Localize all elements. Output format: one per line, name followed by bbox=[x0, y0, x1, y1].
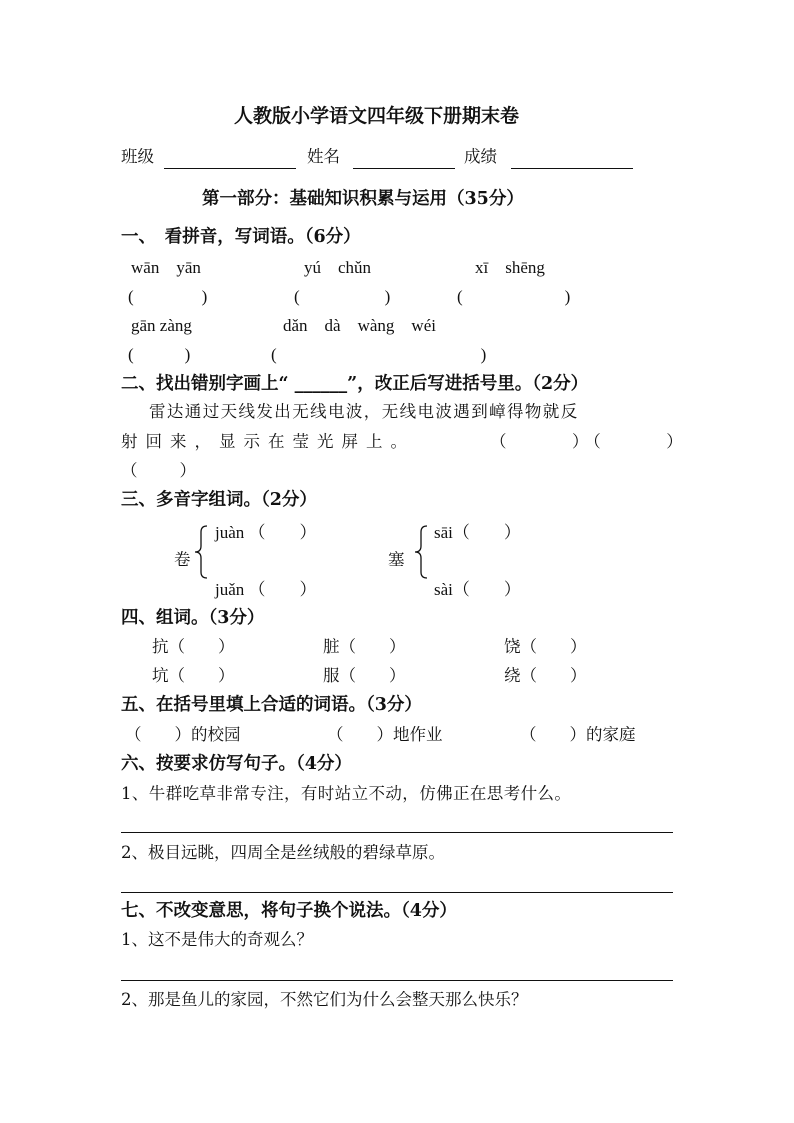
q6-answer-line-2[interactable] bbox=[121, 892, 673, 893]
q1-pinyin-2: yú chǔn bbox=[304, 258, 372, 277]
q2-answer-parens[interactable]: （ ）（ ） bbox=[490, 432, 687, 451]
q6-sentence-2: 2、极目远眺，四周全是丝绒般的碧绿草原。 bbox=[121, 843, 445, 862]
score-label: 成绩 bbox=[464, 147, 497, 166]
q4-heading: 四、组词。（3分） bbox=[121, 608, 265, 628]
q1-paren-3[interactable]: ( ) bbox=[457, 287, 571, 306]
q3-char-juan: 卷 bbox=[174, 550, 191, 569]
q1-pinyin-3: xī shēng bbox=[475, 258, 545, 277]
q6-heading: 六、按要求仿写句子。（4分） bbox=[121, 754, 352, 774]
q6-sentence-1: 1、牛群吃草非常专注，有时站立不动，仿佛正在思考什么。 bbox=[121, 784, 572, 803]
q2-text-line2: 射回来，显示在莹光屏上。 bbox=[121, 432, 415, 451]
name-blank[interactable] bbox=[353, 168, 455, 169]
q5-heading: 五、在括号里填上合适的词语。（3分） bbox=[121, 695, 422, 715]
q2-answer-paren-3[interactable]: （ ） bbox=[121, 461, 199, 480]
q7-sentence-1: 1、这不是伟大的奇观么？ bbox=[121, 930, 313, 949]
q6-answer-line-1[interactable] bbox=[121, 832, 673, 833]
q4-item-fu[interactable]: 服（ ） bbox=[323, 666, 406, 685]
q3-sai-4[interactable]: sài（ ） bbox=[434, 580, 521, 599]
q4-item-rao2[interactable]: 绕（ ） bbox=[504, 666, 587, 685]
q3-sai-1[interactable]: sāi（ ） bbox=[434, 523, 521, 542]
q7-sentence-2: 2、那是鱼儿的家园，不然它们为什么会整天那么快乐？ bbox=[121, 990, 528, 1009]
q7-heading: 七、不改变意思，将句子换个说法。（4分） bbox=[121, 901, 457, 921]
q4-item-keng[interactable]: 坑（ ） bbox=[152, 666, 235, 685]
q5-item-3[interactable]: （ ）的家庭 bbox=[520, 725, 636, 744]
class-blank[interactable] bbox=[164, 168, 296, 169]
q4-item-zang[interactable]: 脏（ ） bbox=[323, 637, 406, 656]
q1-pinyin-4: gān zàng bbox=[131, 316, 192, 335]
q5-item-2[interactable]: （ ）地作业 bbox=[327, 725, 443, 744]
q5-item-1[interactable]: （ ）的校园 bbox=[125, 725, 241, 744]
q3-heading: 三、多音字组词。（2分） bbox=[121, 490, 317, 510]
q3-juan-3[interactable]: juǎn （ ） bbox=[215, 580, 317, 599]
q3-char-sai: 塞 bbox=[388, 550, 405, 569]
part1-heading: 第一部分：基础知识积累与运用（35分） bbox=[202, 189, 524, 209]
q2-text-line1: 雷达通过天线发出无线电波，无线电波遇到嶂得物就反 bbox=[149, 402, 579, 421]
q7-answer-line-1[interactable] bbox=[121, 980, 673, 981]
score-blank[interactable] bbox=[511, 168, 633, 169]
brace-left-icon bbox=[193, 524, 209, 580]
name-label: 姓名 bbox=[307, 147, 340, 166]
q1-pinyin-1: wān yān bbox=[131, 258, 201, 277]
q1-paren-1[interactable]: ( ) bbox=[128, 287, 208, 306]
q1-pinyin-5: dǎn dà wàng wéi bbox=[283, 316, 436, 335]
q1-paren-5[interactable]: ( ) bbox=[271, 345, 487, 364]
q1-paren-2[interactable]: ( ) bbox=[294, 287, 391, 306]
q3-juan-4[interactable]: juàn （ ） bbox=[215, 523, 317, 542]
brace-left-icon bbox=[413, 524, 429, 580]
q4-item-rao[interactable]: 饶（ ） bbox=[504, 637, 587, 656]
class-label: 班级 bbox=[121, 147, 154, 166]
page-title: 人教版小学语文四年级下册期末卷 bbox=[234, 105, 520, 127]
q1-paren-4[interactable]: ( ) bbox=[128, 345, 191, 364]
q2-heading: 二、找出错别字画上“ ______”，改正后写进括号里。（2分） bbox=[121, 374, 589, 394]
q1-heading: 一、 看拼音，写词语。（6分） bbox=[121, 227, 361, 247]
q4-item-kang[interactable]: 抗（ ） bbox=[152, 637, 235, 656]
